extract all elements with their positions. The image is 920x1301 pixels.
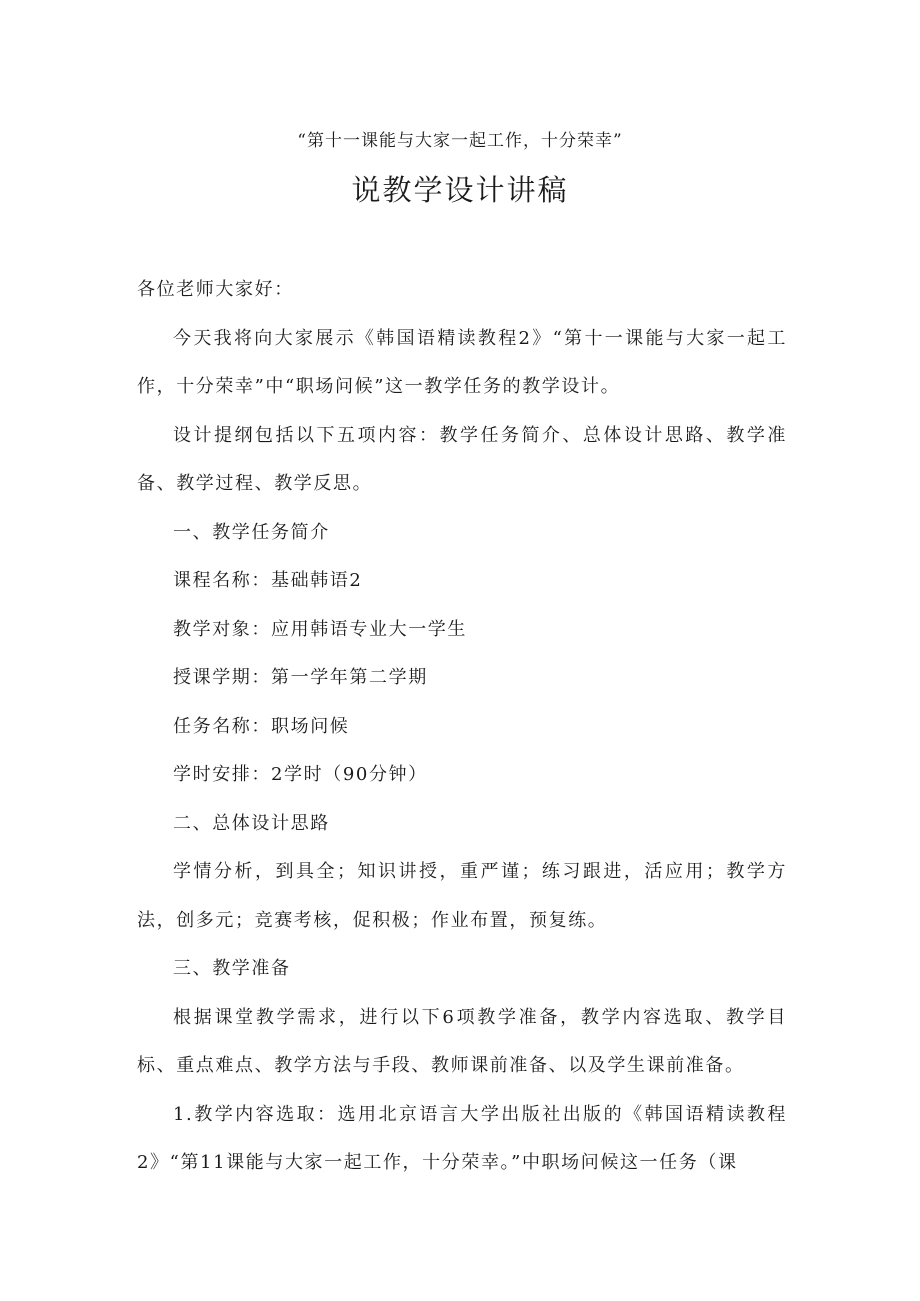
section-heading-2: 二、总体设计思路 xyxy=(173,812,330,834)
document-subtitle: “第十一课能与大家一起工作，十分荣幸” xyxy=(297,131,623,151)
outline-paragraph: 设计提纲包括以下五项内容：教学任务简介、总体设计思路、教学准备、教学过程、教学反思。 xyxy=(137,424,787,494)
content-selection-paragraph: 1.教学内容选取：选用北京语言大学出版社出版的《韩国语精读教程2》“第11课能与大家一起工作，十分荣幸。”中职场问候这一任务（课 xyxy=(137,1103,787,1173)
class-hours-line: 学时安排：2学时（90分钟） xyxy=(173,764,428,785)
course-name-line: 课程名称：基础韩语2 xyxy=(173,570,363,591)
design-idea-paragraph: 学情分析，到具全；知识讲授，重严谨；练习跟进，活应用；教学方法，创多元；竞赛考核，促积极；作业布置，预复练。 xyxy=(137,861,787,931)
task-name-line: 任务名称：职场问候 xyxy=(173,715,350,737)
section-heading-1: 一、教学任务简介 xyxy=(173,521,330,543)
section-heading-3: 三、教学准备 xyxy=(173,958,291,979)
greeting-paragraph: 各位老师大家好： xyxy=(137,279,294,300)
semester-line: 授课学期：第一学年第二学期 xyxy=(173,667,428,688)
intro-paragraph: 今天我将向大家展示《韩国语精读教程2》“第十一课能与大家一起工作，十分荣幸”中“职场问候”这一教学任务的教学设计。 xyxy=(137,327,787,397)
preparation-paragraph: 根据课堂教学需求，进行以下6项教学准备，教学内容选取、教学目标、重点难点、教学方法与手段、教师课前准备、以及学生课前准备。 xyxy=(137,1006,787,1076)
teaching-target-line: 教学对象：应用韩语专业大一学生 xyxy=(173,618,467,640)
document-body xyxy=(137,266,787,1188)
document-title: 说教学设计讲稿 xyxy=(351,173,569,207)
